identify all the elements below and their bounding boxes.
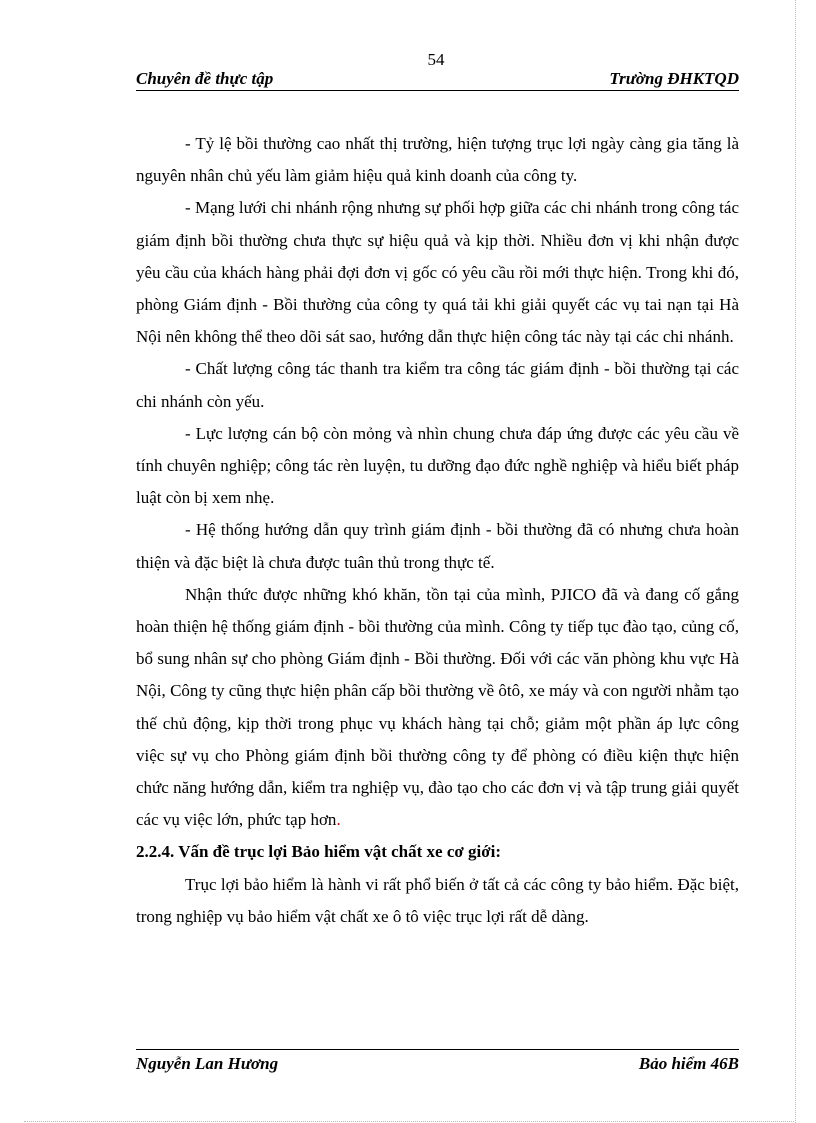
page-header	[136, 68, 739, 91]
paragraph: - Hệ thống hướng dẫn quy trình giám định - bồi thường đã có nhưng chưa hoàn thiện và đặc biệt là chưa được tuân thủ trong thực tế.	[136, 520, 739, 572]
paragraph: - Chất lượng công tác thanh tra kiểm tra công tác giám định - bồi thường tại các chi nhánh còn yếu.	[136, 359, 739, 411]
paragraph: - Lực lượng cán bộ còn mỏng và nhìn chung chưa đáp ứng được các yêu cầu về tính chuyên nghiệp; công tác rèn luyện, tu dưỡng đạo đức nghề nghiệp và hiểu biết pháp luật còn bị xem nhẹ.	[136, 423, 739, 508]
header-right-title: Trường ĐHKTQD	[609, 69, 739, 88]
section-heading: 2.2.4. Vấn đề trục lợi Bảo hiểm vật chất xe cơ giới:	[136, 842, 502, 862]
footer-class: Bảo hiểm 46B	[638, 1054, 739, 1073]
paragraph: - Mạng lưới chi nhánh rộng nhưng sự phối hợp giữa các chi nhánh trong công tác giám định bồi thường chưa thực sự hiệu quả và kịp thời. Nhiều đơn vị khi nhận được yêu cầu của khách hàng phải đợi đơn vị gốc có yêu cầu rồi mới thực hiện. Trong khi đó, phòng Giám định - Bồi thường của công ty quá tải khi giải quyết các vụ tai nạn tại Hà Nội nên không thể theo dõi sát sao, hướng dẫn thực hiện công tác này tại các chi nhánh.	[136, 198, 739, 347]
page-boundary-bottom	[24, 1121, 794, 1122]
header-left-title: Chuyên đề thực tập	[136, 69, 274, 88]
paragraph-with-mark	[136, 579, 739, 837]
paragraph-end-mark: .	[336, 810, 341, 830]
paragraph: - Tỷ lệ bồi thường cao nhất thị trường, hiện tượng trục lợi ngày càng gia tăng là nguyên nhân chủ yếu làm giảm hiệu quả kinh doanh của công ty.	[136, 134, 739, 186]
footer-author: Nguyễn Lan Hương	[136, 1054, 279, 1073]
document-body	[136, 128, 739, 933]
footer-rule	[136, 1049, 739, 1050]
page-footer	[136, 1053, 739, 1075]
page-boundary-right	[795, 0, 796, 1123]
page-number: 54	[427, 50, 445, 69]
section-paragraph: Trục lợi bảo hiểm là hành vi rất phổ biến ở tất cả các công ty bảo hiểm. Đặc biệt, trong nghiệp vụ bảo hiểm vật chất xe ô tô việc trục lợi rất dễ dàng.	[136, 874, 739, 926]
paragraph-text: Nhận thức được những khó khăn, tồn tại của mình, PJICO đã và đang cố gắng hoàn thiện hệ thống giám định - bồi thường của mình. Công ty tiếp tục đào tạo, củng cố, bổ sung nhân sự cho phòng Giám định - Bồi thường. Đối với các văn phòng khu vực Hà Nội, Công ty cũng thực hiện phân cấp bồi thường về ôtô, xe máy và con người nhằm tạo thế chủ động, kịp thời trong phục vụ khách hàng tại chỗ; giảm một phần áp lực công việc sự vụ cho Phòng giám định bồi thường công ty để phòng có điều kiện thực hiện chức năng hướng dẫn, kiểm tra nghiệp vụ, đào tạo cho các đơn vị và tập trung giải quyết các vụ việc lớn, phức tạp hơn	[136, 584, 739, 830]
